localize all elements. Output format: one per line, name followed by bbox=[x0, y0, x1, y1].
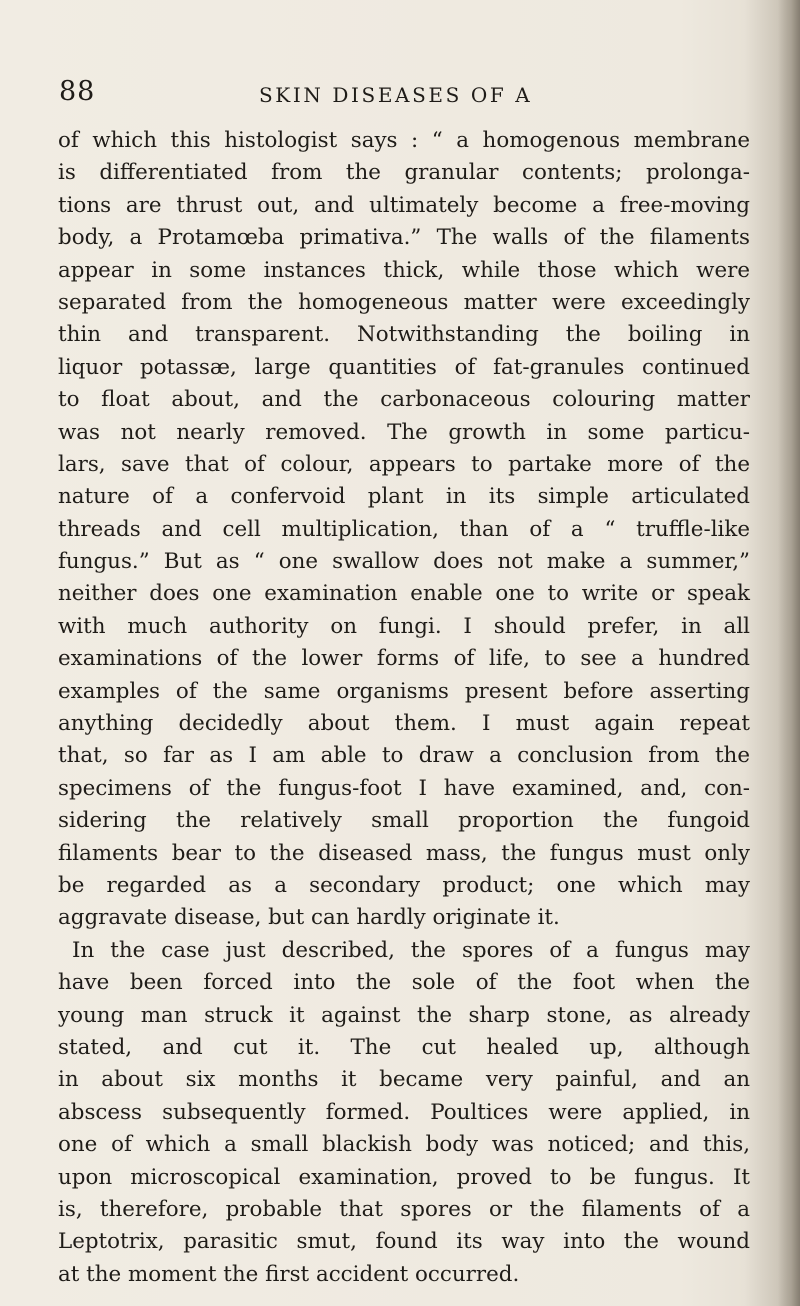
page-number: 88 bbox=[59, 76, 96, 107]
text-line: tions are thrust out, and ultimately become a free-moving bbox=[58, 192, 750, 218]
text-line: one of which a small blackish body was noticed; and this, bbox=[58, 1132, 750, 1158]
text-line: examples of the same organisms present before asserting bbox=[58, 678, 750, 704]
text-line: nature of a confervoid plant in its simple articulated bbox=[58, 484, 750, 510]
text-line: in about six months it became very painful, and an bbox=[58, 1067, 750, 1093]
text-line: upon microscopical examination, proved to be fungus. It bbox=[58, 1164, 750, 1190]
text-line: to float about, and the carbonaceous colouring matter bbox=[58, 387, 750, 413]
text-line: body, a Protamœba primativa.” The walls of the filaments bbox=[58, 225, 750, 251]
text-line: is differentiated from the granular contents; prolonga- bbox=[58, 160, 750, 186]
text-line: examinations of the lower forms of life, to see a hundred bbox=[58, 646, 750, 672]
text-line: that, so far as I am able to draw a conclusion from the bbox=[58, 743, 750, 769]
text-line: abscess subsequently formed. Poultices were applied, in bbox=[58, 1099, 750, 1125]
text-line: with much authority on fungi. I should prefer, in all bbox=[58, 613, 750, 639]
text-line: specimens of the fungus-foot I have examined, and, con- bbox=[58, 775, 750, 801]
text-line: anything decidedly about them. I must again repeat bbox=[58, 711, 750, 737]
text-line: of which this histologist says : “ a homogenous membrane bbox=[58, 128, 750, 153]
running-head: SKIN DISEASES OF A bbox=[259, 83, 533, 107]
text-line: was not nearly removed. The growth in some particu- bbox=[58, 419, 750, 445]
text-line: In the case just described, the spores of a fungus may bbox=[72, 937, 750, 963]
text-line: appear in some instances thick, while those which were bbox=[58, 257, 750, 283]
text-line: young man struck it against the sharp stone, as already bbox=[58, 1002, 750, 1028]
text-line: filaments bear to the diseased mass, the fungus must only bbox=[58, 840, 750, 866]
page-edge-shadow bbox=[778, 0, 800, 1306]
text-line: sidering the relatively small proportion the fungoid bbox=[58, 808, 750, 834]
text-line: neither does one examination enable one to write or speak bbox=[58, 581, 750, 607]
text-line: thin and transparent. Notwithstanding the boiling in bbox=[58, 322, 750, 348]
text-line: lars, save that of colour, appears to partake more of the bbox=[58, 451, 750, 477]
text-line: aggravate disease, but can hardly originate it. bbox=[58, 905, 560, 931]
text-line: is, therefore, probable that spores or the filaments of a bbox=[58, 1196, 750, 1222]
text-line: Leptotrix, parasitic smut, found its way into the wound bbox=[58, 1229, 750, 1255]
text-line: stated, and cut it. The cut healed up, although bbox=[58, 1034, 750, 1060]
text-line: threads and cell multiplication, than of a “ truffle-like bbox=[58, 516, 750, 542]
text-line: be regarded as a secondary product; one which may bbox=[58, 872, 750, 898]
text-line: separated from the homogeneous matter were exceedingly bbox=[58, 289, 750, 315]
text-line: liquor potassæ, large quantities of fat-granules continued bbox=[58, 354, 750, 380]
body-text bbox=[58, 125, 750, 1291]
text-line: at the moment the first accident occurred. bbox=[58, 1261, 520, 1287]
text-line: have been forced into the sole of the foot when the bbox=[58, 970, 750, 996]
text-line: fungus.” But as “ one swallow does not make a summer,” bbox=[58, 549, 750, 575]
